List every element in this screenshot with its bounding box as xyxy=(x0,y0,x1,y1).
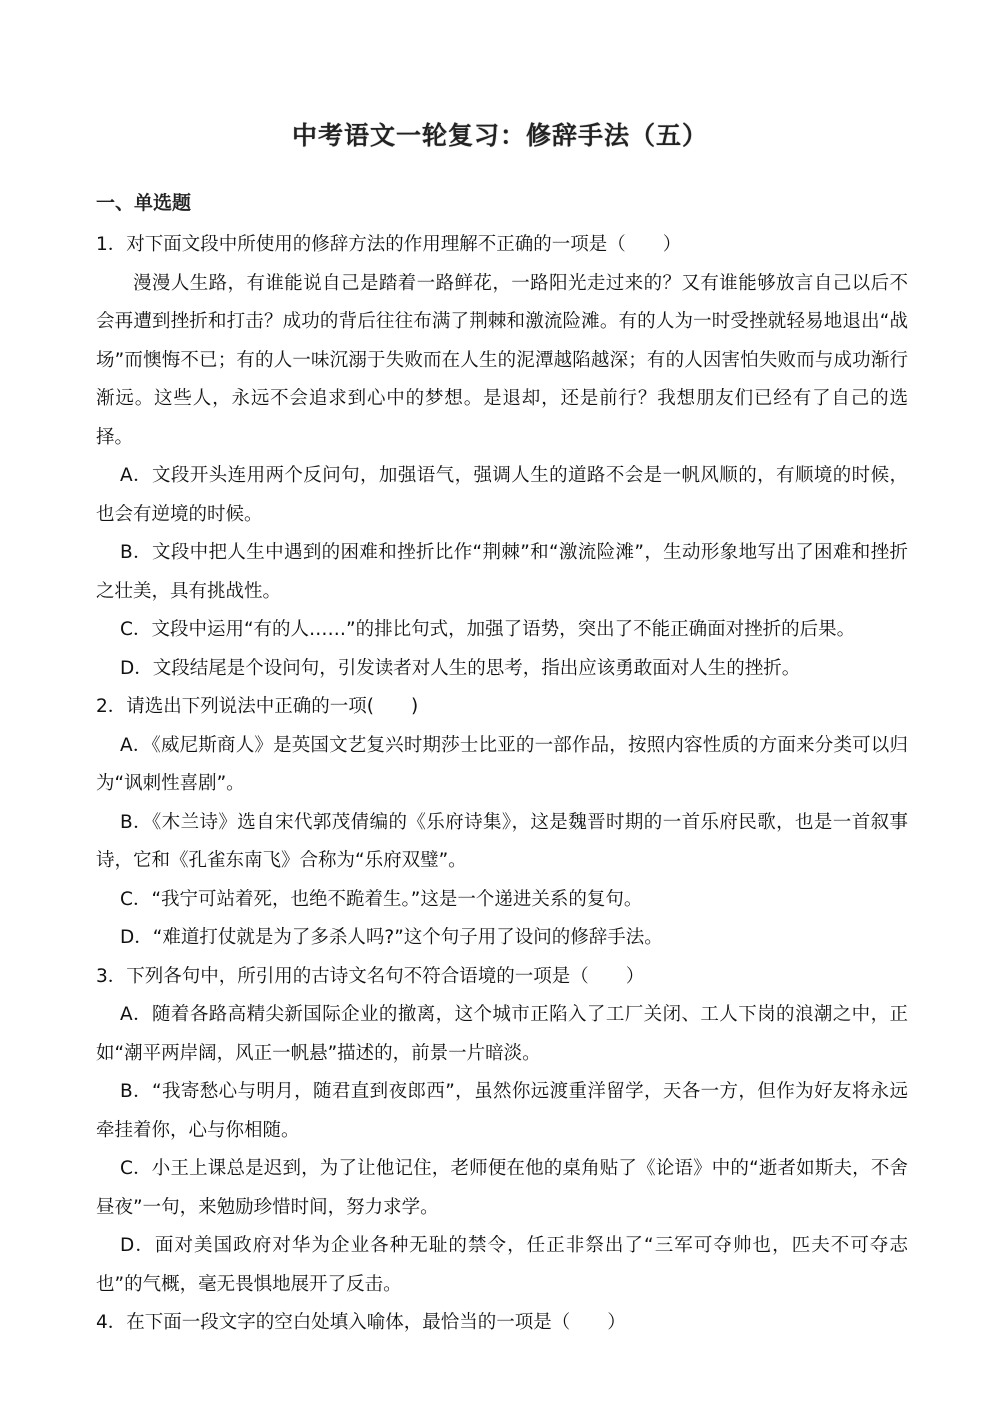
question-1-option-c: C．文段中运用“有的人……”的排比句式，加强了语势，突出了不能正确面对挫折的后果。 xyxy=(120,619,856,640)
question-2-option-b: B．《木兰诗》选自宋代郭茂倩编的《乐府诗集》，这是魏晋时期的一首乐府民歌，也是一首叙事诗，它和《孔雀东南飞》合称为“乐府双璧”。 xyxy=(96,811,908,871)
question-1-option-a: A．文段开头连用两个反问句，加强语气，强调人生的道路不会是一帆风顺的，有顺境的时候，也会有逆境的时候。 xyxy=(96,465,908,525)
question-2-stem: 2．请选出下列说法中正确的一项( ) xyxy=(96,696,419,717)
question-3-option-d: D．面对美国政府对华为企业各种无耻的禁令，任正非祭出了“三军可夺帅也，匹夫不可夺志也”的气概，毫无畏惧地展开了反击。 xyxy=(96,1235,908,1295)
question-1-stem: 1．对下面文段中所使用的修辞方法的作用理解不正确的一项是（ ） xyxy=(96,234,682,255)
question-2-option-a: A．《威尼斯商人》是英国文艺复兴时期莎士比亚的一部作品，按照内容性质的方面来分类可以归为“讽刺性喜剧”。 xyxy=(96,734,908,794)
question-3-option-c: C．小王上课总是迟到，为了让他记住，老师便在他的桌角贴了《论语》中的“逝者如斯夫，不舍昼夜”一句，来勉励珍惜时间，努力求学。 xyxy=(96,1158,908,1218)
document-body xyxy=(96,226,908,1343)
section-heading: 一、单选题 xyxy=(96,192,192,214)
question-1-passage: 漫漫人生路，有谁能说自己是踏着一路鲜花，一路阳光走过来的？又有谁能够放言自己以后不会再遭到挫折和打击？成功的背后往往布满了荆棘和激流险滩。有的人为一时受挫就轻易地退出“战场”而懊悔不已；有的人一味沉溺于失败而在人生的泥潭越陷越深；有的人因害怕失败而与成功渐行渐远。这些人，永远不会追求到心中的梦想。是退却，还是前行？我想朋友们已经有了自己的选择。 xyxy=(96,272,908,448)
question-1-option-b: B．文段中把人生中遇到的困难和挫折比作“荆棘”和“激流险滩”，生动形象地写出了困难和挫折之壮美，具有挑战性。 xyxy=(96,542,908,602)
question-3-option-a: A．随着各路高精尖新国际企业的撤离，这个城市正陷入了工厂关闭、工人下岗的浪潮之中，正如“潮平两岸阔，风正一帆悬”描述的，前景一片暗淡。 xyxy=(96,1004,908,1064)
document-title: 中考语文一轮复习：修辞手法（五） xyxy=(291,121,708,150)
question-4-stem: 4．在下面一段文字的空白处填入喻体，最恰当的一项是（ ） xyxy=(96,1312,626,1333)
question-3-option-b: B．“我寄愁心与明月，随君直到夜郎西”，虽然你远渡重洋留学，天各一方，但作为好友将永远牵挂着你，心与你相随。 xyxy=(96,1081,908,1141)
question-2-option-d: D．“难道打仗就是为了多杀人吗?”这个句子用了设问的修辞手法。 xyxy=(120,927,663,948)
question-3-stem: 3．下列各句中，所引用的古诗文名句不符合语境的一项是（ ） xyxy=(96,965,645,987)
question-2-option-c: C．“我宁可站着死，也绝不跪着生。”这是一个递进关系的复句。 xyxy=(120,888,643,910)
question-1-option-d: D．文段结尾是个设问句，引发读者对人生的思考，指出应该勇敢面对人生的挫折。 xyxy=(120,657,801,679)
